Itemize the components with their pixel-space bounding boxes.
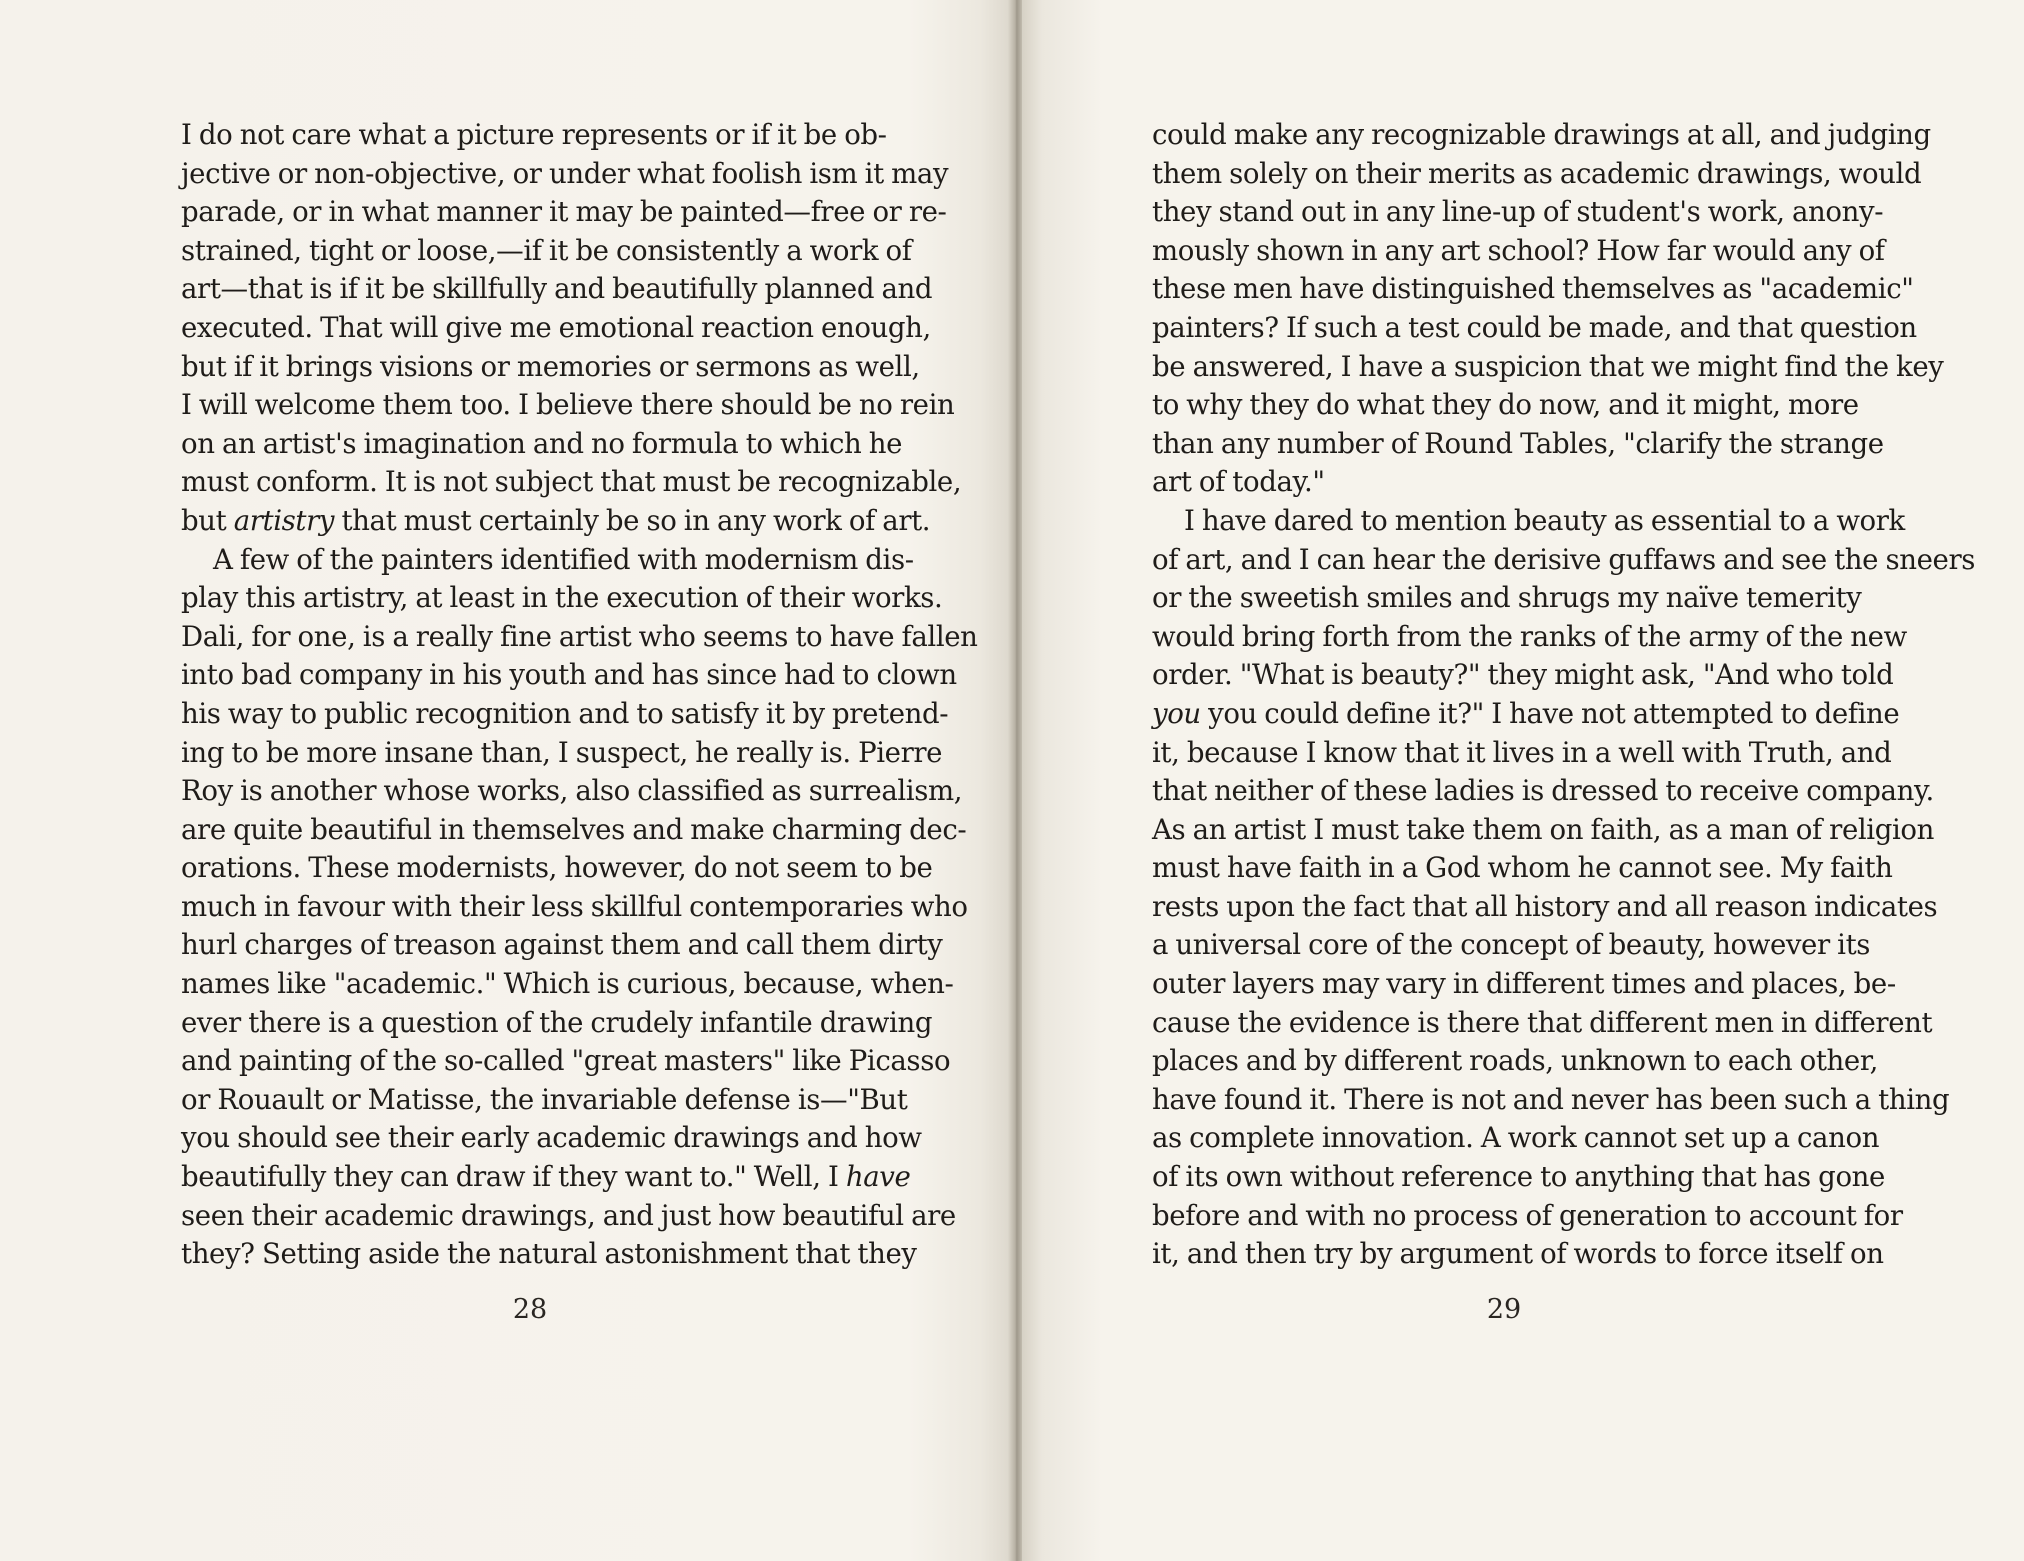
text-line: it, because I know that it lives in a well with Truth, and [1152, 735, 1892, 769]
text-line: than any number of Round Tables, "clarify the strange [1152, 426, 1884, 460]
text-line: you you could define it?" I have not attempted to define [1152, 696, 1900, 730]
text-line: and painting of the so-called "great masters" like Picasso [181, 1044, 951, 1078]
text-line: his way to public recognition and to satisfy it by pretend- [181, 696, 949, 730]
text-line: As an artist I must take them on faith, as a man of religion [1152, 812, 1935, 846]
text-line: rests upon the fact that all history and all reason indicates [1152, 889, 1938, 923]
text-line: have found it. There is not and never has been such a thing [1152, 1082, 1950, 1116]
text-line: order. "What is beauty?" they might ask, "And who told [1152, 658, 1894, 692]
text-line: art of today." [1152, 465, 1325, 499]
text-line: on an artist's imagination and no formula to which he [181, 426, 903, 460]
text-line: you should see their early academic drawings and how [181, 1121, 922, 1155]
text-line: as complete innovation. A work cannot set up a canon [1152, 1121, 1880, 1155]
text-line: much in favour with their less skillful contemporaries who [181, 889, 968, 923]
text-line: are quite beautiful in themselves and make charming dec- [181, 812, 967, 846]
text-line: them solely on their merits as academic drawings, would [1152, 156, 1922, 190]
text-line: outer layers may vary in different times and places, be- [1152, 967, 1896, 1001]
right-page-text [1152, 116, 1976, 1274]
text-line: hurl charges of treason against them and call them dirty [181, 928, 943, 962]
text-line: before and with no process of generation to account for [1152, 1198, 1903, 1232]
left-page [0, 0, 1010, 1561]
text-line: or Rouault or Matisse, the invariable defense is—"But [181, 1082, 908, 1116]
text-line: a universal core of the concept of beauty, however its [1152, 928, 1871, 962]
text-line: beautifully they can draw if they want to." Well, I have [181, 1160, 911, 1194]
text-line: art—that is if it be skillfully and beautifully planned and [181, 272, 933, 306]
text-line: of art, and I can hear the derisive guffaws and see the sneers [1152, 542, 1976, 576]
text-line: be answered, I have a suspicion that we might find the key [1152, 349, 1944, 383]
text-line: Dali, for one, is a really fine artist who seems to have fallen [181, 619, 978, 653]
text-line: A few of the painters identified with modernism dis- [213, 542, 914, 576]
left-page-text [181, 116, 978, 1274]
text-line: places and by different roads, unknown to each other, [1152, 1044, 1878, 1078]
text-line: Roy is another whose works, also classified as surrealism, [181, 774, 963, 808]
text-line: into bad company in his youth and has since had to clown [181, 658, 957, 692]
text-line: ever there is a question of the crudely infantile drawing [181, 1005, 933, 1039]
text-line: executed. That will give me emotional reaction enough, [181, 310, 931, 344]
text-line: I do not care what a picture represents or if it be ob- [181, 118, 887, 151]
text-line: would bring forth from the ranks of the army of the new [1152, 619, 1907, 653]
text-line: they? Setting aside the natural astonishment that they [181, 1237, 917, 1271]
text-line: seen their academic drawings, and just how beautiful are [181, 1198, 956, 1232]
text-line: but artistry that must certainly be so in any work of art. [181, 503, 931, 537]
text-line: strained, tight or loose,—if it be consistently a work of [181, 233, 912, 267]
text-line: could make any recognizable drawings at all, and judging [1152, 118, 1931, 151]
text-line: painters? If such a test could be made, and that question [1152, 310, 1917, 344]
text-line: they stand out in any line-up of student's work, anony- [1152, 195, 1884, 229]
text-line: but if it brings visions or memories or sermons as well, [181, 349, 920, 383]
text-line: mously shown in any art school? How far would any of [1152, 233, 1885, 267]
text-line: parade, or in what manner it may be painted—free or re- [181, 195, 947, 229]
text-line: names like "academic." Which is curious, because, when- [181, 967, 954, 1001]
text-line: these men have distinguished themselves as "academic" [1152, 272, 1914, 306]
text-line: ing to be more insane than, I suspect, he really is. Pierre [181, 735, 943, 769]
page-number-left: 28 [512, 1294, 548, 1325]
page-number-right: 29 [1486, 1294, 1522, 1325]
text-line: I will welcome them too. I believe there should be no rein [181, 388, 955, 422]
text-line: that neither of these ladies is dressed to receive company. [1152, 774, 1934, 808]
text-line: it, and then try by argument of words to force itself on [1152, 1237, 1884, 1271]
text-line: or the sweetish smiles and shrugs my naïve temerity [1152, 581, 1862, 615]
text-line: play this artistry, at least in the execution of their works. [181, 581, 943, 615]
text-line: to why they do what they do now, and it might, more [1152, 388, 1859, 422]
text-line: must conform. It is not subject that must be recognizable, [181, 465, 962, 499]
text-line: orations. These modernists, however, do not seem to be [181, 851, 933, 885]
text-line: of its own without reference to anything that has gone [1152, 1160, 1885, 1194]
text-line: must have faith in a God whom he cannot see. My faith [1152, 851, 1893, 885]
text-line: cause the evidence is there that different men in different [1152, 1005, 1933, 1039]
text-line: jective or non-objective, or under what foolish ism it may [181, 156, 949, 190]
text-line: I have dared to mention beauty as essential to a work [1184, 503, 1905, 537]
